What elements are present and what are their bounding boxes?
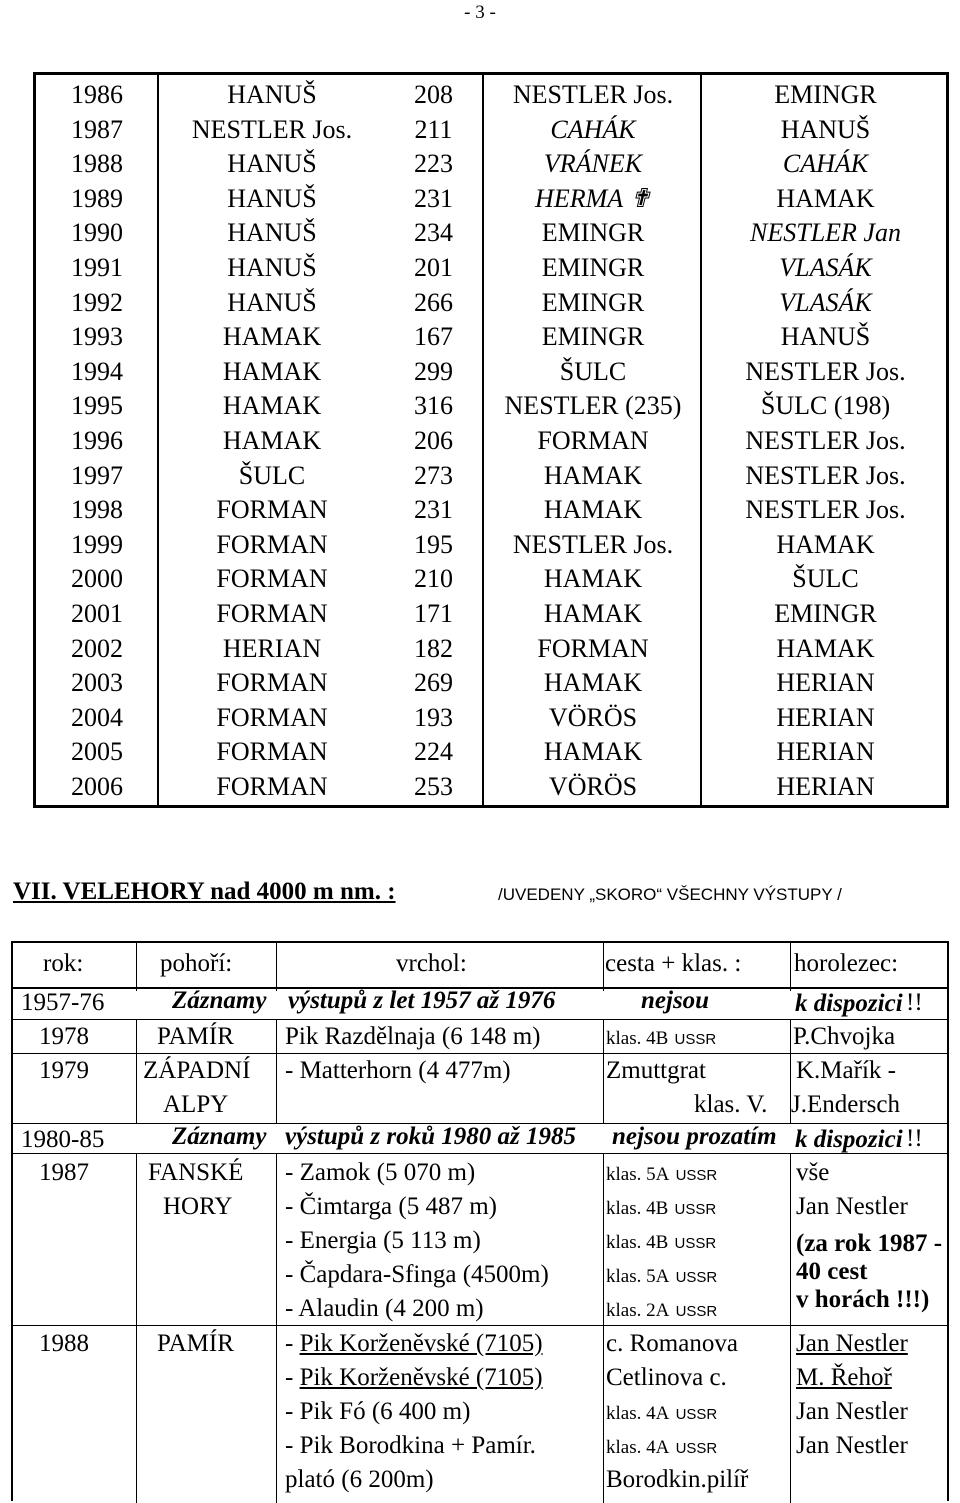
row-peak: - Energia (5 113 m) bbox=[285, 1227, 481, 1254]
row-klas: klas. 5A bbox=[606, 1164, 670, 1185]
year-cell: 1996 bbox=[71, 426, 123, 455]
row-year: 1987 bbox=[39, 1159, 89, 1186]
score-cell: 182 bbox=[414, 633, 453, 663]
result-row bbox=[36, 459, 948, 494]
winner-cell: HANUŠ bbox=[227, 80, 317, 109]
column-divider bbox=[276, 1153, 277, 1503]
score-cell: 223 bbox=[414, 149, 453, 179]
note-text: Záznamy bbox=[172, 1123, 267, 1150]
winner-cell: HAMAK bbox=[222, 322, 322, 352]
second-cell: NESTLER Jos. bbox=[512, 529, 674, 559]
winner-cell: FORMAN bbox=[216, 668, 328, 698]
section-note: /UVEDENY „SKORO“ VŠECHNY VÝSTUPY / bbox=[498, 885, 842, 904]
year-cell: 1988 bbox=[71, 149, 123, 179]
header-peak: vrchol: bbox=[396, 950, 467, 977]
winner-cell: FORMAN bbox=[216, 529, 328, 559]
row-ussr: USSR bbox=[674, 1031, 717, 1048]
row-route: Cetlinova c. bbox=[606, 1364, 727, 1391]
column-divider bbox=[790, 1153, 791, 1503]
row-ussr: USSR bbox=[675, 1440, 718, 1457]
note-text: k dispozici bbox=[795, 1126, 903, 1153]
row-klas: klas. 4B bbox=[606, 1028, 669, 1049]
third-cell: HAMAK bbox=[776, 183, 875, 213]
row-route: Borodkin.pilíř bbox=[606, 1466, 749, 1493]
row-year: 1957-76 bbox=[21, 989, 105, 1016]
second-cell: HAMAK bbox=[543, 737, 643, 767]
header-range: pohoří: bbox=[160, 950, 233, 977]
score-cell: 234 bbox=[414, 218, 453, 248]
result-row bbox=[36, 113, 948, 148]
result-row bbox=[36, 286, 948, 321]
row-peak: - Čapdara-Sfinga (4500m) bbox=[285, 1261, 549, 1288]
column-divider bbox=[136, 943, 137, 991]
row-range: PAMÍR bbox=[157, 1330, 234, 1357]
winner-cell: FORMAN bbox=[216, 737, 328, 767]
result-row bbox=[36, 320, 948, 355]
winner-cell: HANUŠ bbox=[227, 287, 317, 317]
column-divider bbox=[603, 943, 604, 991]
year-cell: 1993 bbox=[71, 322, 123, 352]
note-text: výstupů z let 1957 až 1976 bbox=[288, 987, 556, 1014]
row-klas: klas. 5A bbox=[606, 1266, 670, 1287]
third-cell: HERIAN bbox=[776, 668, 875, 698]
row-range: HORY bbox=[163, 1193, 233, 1220]
row-climber: Jan Nestler bbox=[796, 1193, 908, 1220]
row-climber: P.Chvojka bbox=[793, 1023, 896, 1050]
result-row bbox=[36, 597, 948, 632]
column-divider bbox=[136, 1153, 137, 1503]
row-klas: klas. 4A bbox=[606, 1437, 670, 1458]
score-cell: 299 bbox=[414, 356, 453, 386]
row-ussr: USSR bbox=[674, 1235, 717, 1252]
result-row bbox=[36, 424, 948, 459]
result-row bbox=[36, 493, 948, 528]
row-ussr: USSR bbox=[675, 1406, 718, 1423]
score-cell: 211 bbox=[414, 114, 453, 144]
winner-cell: FORMAN bbox=[216, 599, 328, 628]
score-cell: 273 bbox=[414, 460, 453, 490]
second-cell: HERMA ✟ bbox=[535, 183, 651, 213]
third-cell: HERIAN bbox=[776, 737, 875, 767]
header-route: cesta + klas. : bbox=[605, 950, 742, 977]
second-cell: EMINGR bbox=[541, 218, 645, 248]
result-row bbox=[36, 770, 948, 805]
note-text: !! bbox=[906, 989, 923, 1016]
row-ussr: USSR bbox=[675, 1167, 718, 1184]
score-cell: 224 bbox=[414, 737, 453, 767]
third-cell: NESTLER Jan bbox=[750, 218, 901, 248]
second-cell: NESTLER (235) bbox=[504, 391, 682, 421]
winner-cell: HAMAK bbox=[222, 391, 322, 421]
result-row bbox=[36, 355, 948, 390]
winner-cell: FORMAN bbox=[216, 772, 328, 801]
row-year: 1979 bbox=[39, 1057, 89, 1084]
second-cell: VÖRÖS bbox=[548, 772, 638, 801]
year-cell: 1997 bbox=[71, 460, 123, 490]
year-cell: 1986 bbox=[71, 80, 123, 109]
row-peak: Pik Korženěvské (7105) bbox=[299, 1364, 543, 1391]
page-number: - 3 - bbox=[464, 2, 496, 23]
third-cell: HAMAK bbox=[776, 633, 875, 663]
row-climber: vše bbox=[796, 1159, 830, 1186]
row-klas: klas. V. bbox=[694, 1091, 768, 1118]
year-cell: 1990 bbox=[71, 218, 123, 248]
row-range: ALPY bbox=[163, 1091, 229, 1118]
score-cell: 231 bbox=[414, 495, 453, 525]
score-cell: 210 bbox=[414, 564, 453, 594]
row-ussr: USSR bbox=[674, 1201, 717, 1218]
winner-cell: HAMAK bbox=[222, 426, 322, 455]
third-cell: NESTLER Jos. bbox=[745, 460, 906, 490]
second-cell: FORMAN bbox=[537, 426, 649, 455]
row-peak: - Zamok (5 070 m) bbox=[285, 1159, 476, 1186]
winner-cell: HANUŠ bbox=[227, 183, 317, 213]
score-cell: 208 bbox=[414, 80, 453, 109]
winner-cell: HANUŠ bbox=[227, 253, 317, 282]
row-climber: M. Řehoř bbox=[796, 1364, 892, 1391]
result-row bbox=[36, 216, 948, 251]
row-range: ZÁPADNÍ bbox=[143, 1057, 251, 1084]
note-text: !! bbox=[906, 1125, 923, 1152]
row-klas: klas. 4A bbox=[606, 1403, 670, 1424]
score-cell: 269 bbox=[414, 668, 453, 698]
score-cell: 171 bbox=[414, 599, 453, 628]
row-year: 1988 bbox=[39, 1330, 89, 1357]
note-text: nejsou prozatím bbox=[612, 1123, 777, 1150]
row-year: 1978 bbox=[39, 1023, 89, 1050]
note-text: Záznamy bbox=[172, 987, 267, 1014]
row-peak: plató (6 200m) bbox=[285, 1466, 434, 1493]
result-row bbox=[36, 147, 948, 182]
third-cell: VLASÁK bbox=[779, 253, 872, 282]
third-cell: ŠULC bbox=[792, 564, 859, 594]
third-cell: CAHÁK bbox=[782, 149, 869, 179]
row-note: (za rok 1987 - bbox=[796, 1230, 943, 1257]
year-cell: 1992 bbox=[71, 287, 123, 317]
winner-cell: FORMAN bbox=[216, 702, 328, 732]
score-cell: 266 bbox=[414, 287, 453, 317]
score-cell: 167 bbox=[414, 322, 453, 352]
row-climber: J.Endersch bbox=[791, 1091, 900, 1118]
score-cell: 193 bbox=[414, 702, 453, 732]
year-cell: 1989 bbox=[71, 183, 123, 213]
result-row bbox=[36, 666, 948, 701]
year-cell: 2005 bbox=[71, 737, 123, 767]
row-climber: Jan Nestler bbox=[796, 1330, 908, 1357]
row-klas: klas. 4B bbox=[606, 1198, 669, 1219]
column-divider bbox=[603, 1153, 604, 1503]
row-note: 40 cest bbox=[796, 1258, 868, 1285]
year-cell: 1998 bbox=[71, 495, 123, 525]
second-cell: FORMAN bbox=[537, 633, 649, 663]
year-cell: 2002 bbox=[71, 633, 123, 663]
year-cell: 1995 bbox=[71, 391, 123, 421]
year-cell: 1987 bbox=[71, 114, 123, 144]
row-peak: - Matterhorn (4 477m) bbox=[285, 1057, 511, 1084]
second-cell: VÖRÖS bbox=[548, 702, 638, 732]
third-cell: ŠULC (198) bbox=[760, 391, 891, 421]
row-peak: - Pik Fó (6 400 m) bbox=[285, 1398, 471, 1425]
third-cell: NESTLER Jos. bbox=[745, 426, 906, 455]
row-peak: Pik Razdělnaja (6 148 m) bbox=[285, 1023, 541, 1050]
winner-cell: HANUŠ bbox=[227, 218, 317, 248]
results-table bbox=[33, 72, 949, 808]
column-divider bbox=[136, 1019, 137, 1124]
winner-cell: FORMAN bbox=[216, 564, 328, 594]
note-text: výstupů z roků 1980 až 1985 bbox=[285, 1123, 577, 1150]
winner-cell: HERIAN bbox=[222, 633, 322, 663]
row-route: c. Romanova bbox=[606, 1330, 738, 1357]
third-cell: NESTLER Jos. bbox=[745, 495, 906, 525]
row-peak: - Alaudin (4 200 m) bbox=[285, 1295, 484, 1322]
row-peak: Pik Korženěvské (7105) bbox=[299, 1330, 543, 1357]
column-divider bbox=[276, 943, 277, 991]
row-climber: Jan Nestler bbox=[796, 1398, 908, 1425]
winner-cell: FORMAN bbox=[216, 495, 328, 525]
second-cell: HAMAK bbox=[543, 668, 643, 698]
score-cell: 195 bbox=[414, 529, 453, 559]
result-row bbox=[36, 389, 948, 424]
second-cell: HAMAK bbox=[543, 460, 643, 490]
row-route: Zmuttgrat bbox=[606, 1057, 706, 1084]
row-range: PAMÍR bbox=[157, 1023, 234, 1050]
second-cell: ŠULC bbox=[559, 356, 627, 386]
row-peak: - Pik Borodkina + Pamír. bbox=[285, 1432, 536, 1459]
winner-cell: NESTLER Jos. bbox=[191, 114, 353, 144]
second-cell: HAMAK bbox=[543, 495, 643, 525]
row-peak: - Čimtarga (5 487 m) bbox=[285, 1193, 497, 1220]
second-cell: NESTLER Jos. bbox=[512, 80, 674, 109]
result-row bbox=[36, 735, 948, 770]
result-row bbox=[36, 78, 948, 113]
row-climber: Jan Nestler bbox=[796, 1432, 908, 1459]
winner-cell: ŠULC bbox=[238, 460, 306, 490]
year-cell: 1991 bbox=[71, 253, 123, 282]
year-cell: 1994 bbox=[71, 356, 123, 386]
score-cell: 253 bbox=[414, 772, 453, 801]
section-title: VII. VELEHORY nad 4000 m nm. : bbox=[13, 878, 396, 905]
result-row bbox=[36, 632, 948, 667]
row-ussr: USSR bbox=[675, 1303, 718, 1320]
peak-prefix: - bbox=[285, 1364, 300, 1391]
third-cell: EMINGR bbox=[774, 80, 877, 109]
row-note: v horách !!!) bbox=[796, 1286, 930, 1313]
row-klas: klas. 2A bbox=[606, 1300, 670, 1321]
year-cell: 1999 bbox=[71, 529, 123, 559]
header-year: rok: bbox=[43, 950, 84, 977]
year-cell: 2003 bbox=[71, 668, 123, 698]
header-climber: horolezec: bbox=[794, 950, 899, 977]
second-cell: EMINGR bbox=[541, 253, 645, 282]
score-cell: 231 bbox=[414, 183, 453, 213]
year-cell: 2000 bbox=[71, 564, 123, 594]
third-cell: EMINGR bbox=[774, 599, 877, 628]
row-climber: K.Mařík - bbox=[796, 1057, 896, 1084]
result-row bbox=[36, 251, 948, 286]
third-cell: HANUŠ bbox=[780, 114, 871, 144]
row-year: 1980-85 bbox=[21, 1126, 105, 1153]
column-divider bbox=[603, 1019, 604, 1124]
result-row bbox=[36, 182, 948, 217]
column-divider bbox=[790, 943, 791, 991]
third-cell: HERIAN bbox=[776, 772, 875, 801]
third-cell: HERIAN bbox=[776, 702, 875, 732]
note-text: k dispozici bbox=[795, 990, 903, 1017]
second-cell: EMINGR bbox=[541, 287, 645, 317]
row-range: FANSKÉ bbox=[148, 1159, 244, 1186]
third-cell: HANUŠ bbox=[780, 322, 871, 352]
second-cell: HAMAK bbox=[543, 564, 643, 594]
row-klas: klas. 4B bbox=[606, 1232, 669, 1253]
year-cell: 2004 bbox=[71, 702, 123, 732]
row-ussr: USSR bbox=[675, 1269, 718, 1286]
third-cell: NESTLER Jos. bbox=[745, 356, 906, 386]
second-cell: EMINGR bbox=[541, 322, 645, 352]
peak-prefix: - bbox=[285, 1330, 300, 1357]
second-cell: CAHÁK bbox=[550, 114, 636, 144]
score-cell: 206 bbox=[414, 426, 453, 455]
winner-cell: HANUŠ bbox=[227, 149, 317, 179]
note-text: nejsou bbox=[641, 987, 710, 1014]
third-cell: HAMAK bbox=[776, 529, 875, 559]
score-cell: 316 bbox=[414, 391, 453, 421]
year-cell: 2006 bbox=[71, 772, 123, 801]
result-row bbox=[36, 528, 948, 563]
result-row bbox=[36, 701, 948, 736]
second-cell: HAMAK bbox=[543, 599, 643, 628]
climbs-table bbox=[11, 941, 949, 1501]
winner-cell: HAMAK bbox=[222, 356, 322, 386]
third-cell: VLASÁK bbox=[779, 287, 872, 317]
year-cell: 2001 bbox=[71, 599, 123, 628]
second-cell: VRÁNEK bbox=[543, 149, 643, 179]
column-divider bbox=[276, 1019, 277, 1124]
score-cell: 201 bbox=[414, 253, 453, 282]
result-row bbox=[36, 562, 948, 597]
